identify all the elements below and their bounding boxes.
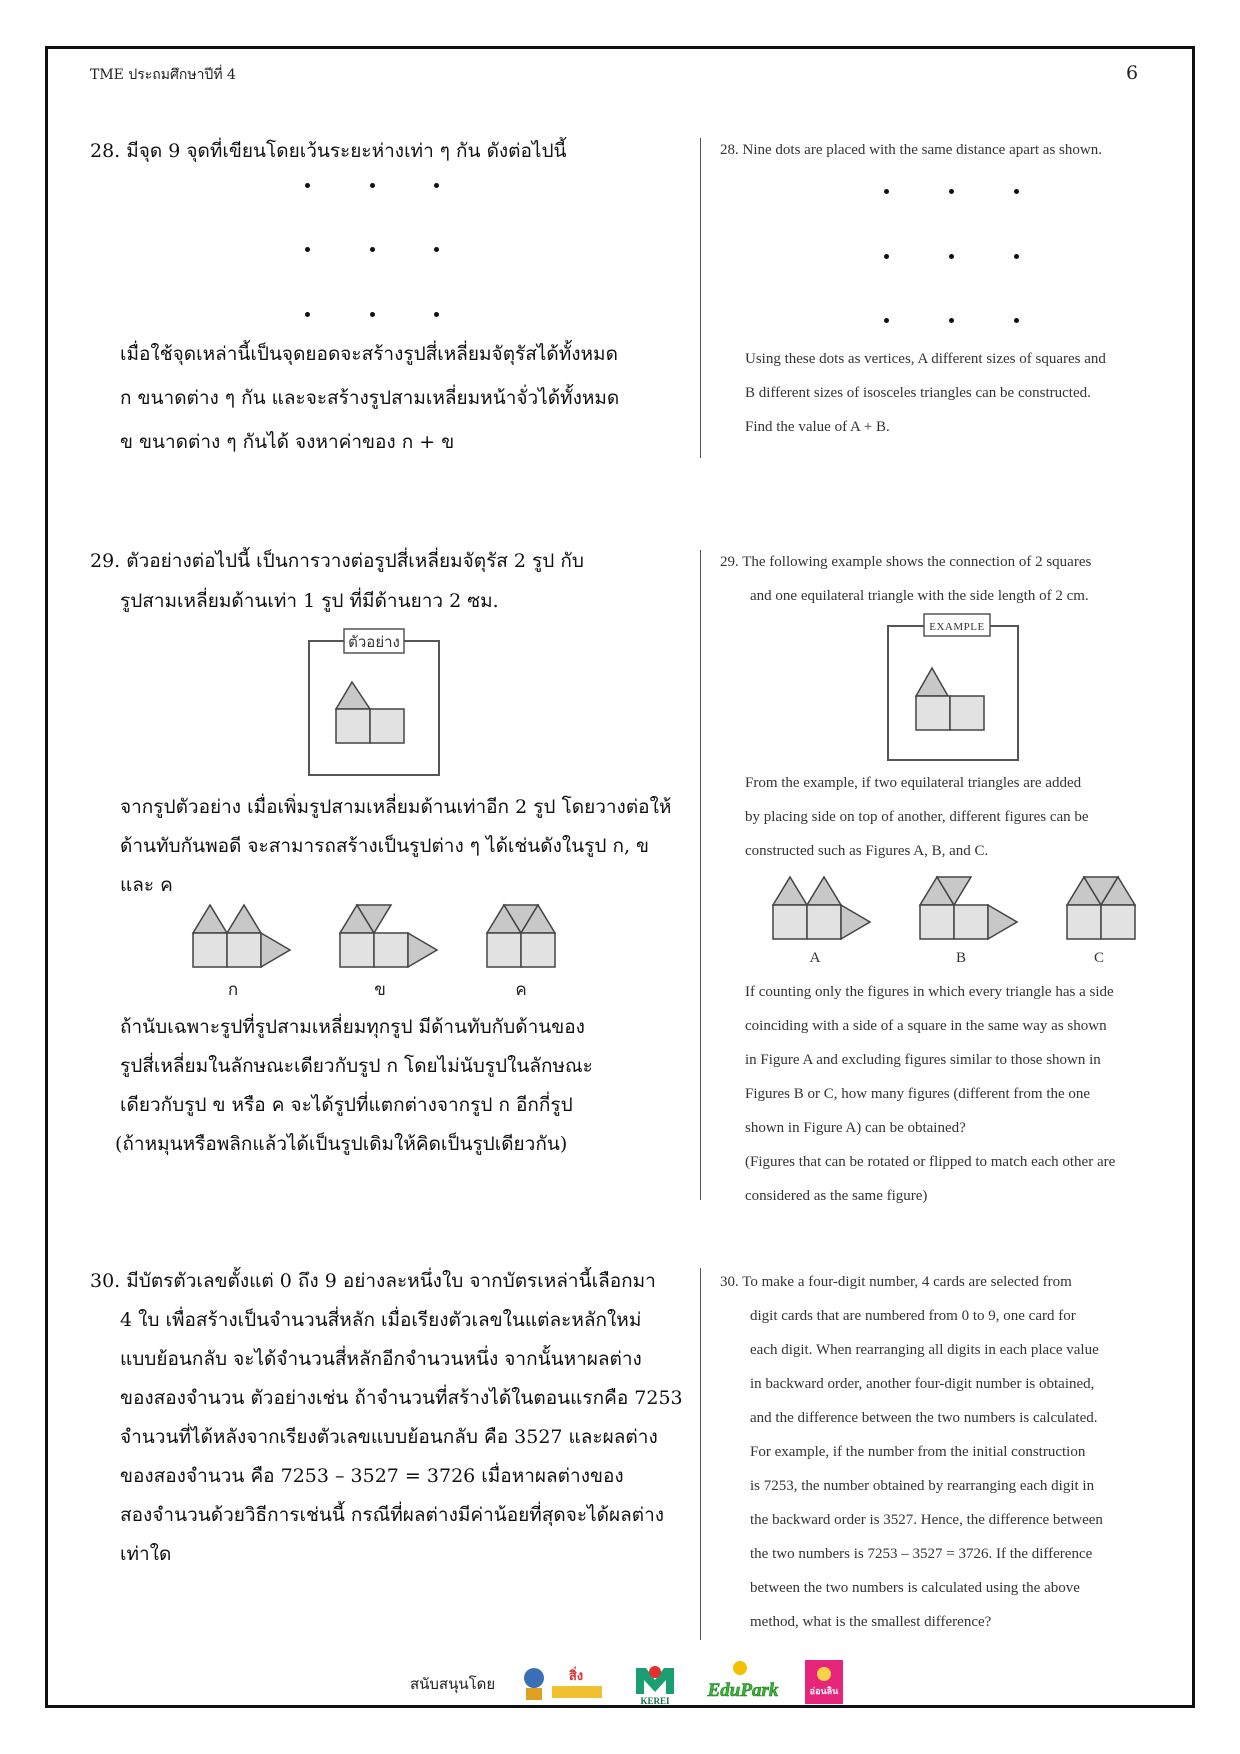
q29-th-line-6: ถ้านับเฉพาะรูปที่รูปสามเหลี่ยมทุกรูป มีด้านทับกับด้านของ [120, 1016, 585, 1038]
svg-text:EduPark: EduPark [707, 1680, 779, 1701]
column-divider [700, 1268, 701, 1640]
dot [949, 318, 954, 323]
q30-en-line-6: For example, if the number from the initial construction [750, 1444, 1086, 1460]
kerei-logo [632, 1660, 678, 1706]
q29-th-line-1: 29. ตัวอย่างต่อไปนี้ เป็นการวางต่อรูปสี่เหลี่ยมจัตุรัส 2 รูป กับ [90, 550, 584, 572]
edupark-logo [700, 1658, 786, 1704]
q30-th-line-8: เท่าใด [120, 1543, 172, 1565]
figure-ko [193, 905, 290, 967]
page-number: 6 [1126, 62, 1139, 84]
q30-en-line-2: digit cards that are numbered from 0 to 9, one card for [750, 1308, 1076, 1324]
dot [370, 247, 375, 252]
q29-en-line-9: Figures B or C, how many figures (different from the one [745, 1086, 1091, 1102]
figure-c [1067, 877, 1135, 939]
q28-th-line-3: ก ขนาดต่าง ๆ กัน และจะสร้างรูปสามเหลี่ยมหน้าจั่วได้ทั้งหมด [120, 387, 620, 409]
q29-en-line-12: considered as the same figure) [745, 1188, 928, 1204]
dot [370, 312, 375, 317]
dot [1014, 318, 1019, 323]
figure-label-b: B [955, 950, 967, 966]
q30-en-line-1: 30. To make a four-digit number, 4 cards are selected from [720, 1274, 1072, 1290]
q29-en-line-10: shown in Figure A) can be obtained? [745, 1120, 966, 1136]
figure-kho-khwai [487, 905, 555, 967]
q29-en-line-5: constructed such as Figures A, B, and C. [745, 843, 989, 859]
q30-en-line-5: and the difference between the two numbers is calculated. [750, 1410, 1098, 1426]
q28-th-line-4: ข ขนาดต่าง ๆ กันได้ จงหาค่าของ ก + ข [120, 431, 455, 453]
q29-en-line-7: coinciding with a side of a square in the same way as shown [745, 1018, 1107, 1034]
dot [434, 183, 439, 188]
header-title: TME ประถมศึกษาปีที่ 4 [90, 67, 236, 83]
q29-en-line-1: 29. The following example shows the connection of 2 squares [720, 554, 1092, 570]
q30-en-line-10: between the two numbers is calculated using the above [750, 1580, 1080, 1596]
dot [305, 183, 310, 188]
q30-en-line-9: the two numbers is 7253 – 3527 = 3726. If the difference [750, 1546, 1093, 1562]
q29-th-line-8: เดียวกับรูป ข หรือ ค จะได้รูปที่แตกต่างจากรูป ก อีกกี่รูป [120, 1094, 573, 1116]
dot [949, 189, 954, 194]
figure-label-c: C [1093, 950, 1105, 966]
q29-th-line-5: และ ค [120, 874, 173, 896]
q30-en-line-3: each digit. When rearranging all digits in each place value [750, 1342, 1099, 1358]
q29-th-example-label: ตัวอย่าง [348, 635, 400, 651]
dot [305, 247, 310, 252]
dot [1014, 254, 1019, 259]
q29-en-line-8: in Figure A and excluding figures similar to those shown in [745, 1052, 1101, 1068]
dot [1014, 189, 1019, 194]
q28-th-line-2: เมื่อใช้จุดเหล่านี้เป็นจุดยอดจะสร้างรูปสี่เหลี่ยมจัตุรัสได้ทั้งหมด [120, 343, 618, 365]
figure-a [773, 877, 870, 939]
dot [884, 254, 889, 259]
dot [305, 312, 310, 317]
figure-label-a: A [809, 950, 821, 966]
dot [370, 183, 375, 188]
q30-th-line-6: ของสองจำนวน คือ 7253 – 3527 = 3726 เมื่อหาผลต่างของ [120, 1465, 624, 1487]
dot [949, 254, 954, 259]
sponsor-logo [805, 1660, 843, 1704]
q29-en-example-label: EXAMPLE [929, 621, 985, 633]
q30-en-line-11: method, what is the smallest difference? [750, 1614, 992, 1630]
figure-label-kho: ข [374, 980, 386, 999]
svg-text:KEREI: KEREI [640, 1696, 670, 1706]
dot [884, 189, 889, 194]
column-divider [700, 550, 701, 1200]
q29-en-figures [770, 872, 1150, 972]
q29-th-example-figure [300, 625, 450, 780]
q30-en-line-7: is 7253, the number obtained by rearranging each digit in [750, 1478, 1095, 1494]
q28-en-line-2: Using these dots as vertices, A different sizes of squares and [745, 351, 1106, 367]
dot [434, 312, 439, 317]
q30-th-line-1: 30. มีบัตรตัวเลขตั้งแต่ 0 ถึง 9 อย่างละหนึ่งใบ จากบัตรเหล่านี้เลือกมา [90, 1270, 656, 1292]
figure-label-ko: ก [227, 980, 239, 999]
q29-th-line-4: ด้านทับกันพอดี จะสามารถสร้างเป็นรูปต่าง ๆ ได้เช่นดังในรูป ก, ข [120, 835, 650, 857]
q29-en-line-4: by placing side on top of another, different figures can be [745, 809, 1089, 825]
sponsor-label: สนับสนุนโดย [410, 1675, 496, 1693]
q29-th-line-9: (ถ้าหมุนหรือพลิกแล้วได้เป็นรูปเดิมให้คิดเป็นรูปเดียวกัน) [115, 1133, 568, 1155]
q29-en-line-11: (Figures that can be rotated or flipped to match each other are [745, 1154, 1116, 1170]
column-divider [700, 138, 701, 458]
q30-th-line-2: 4 ใบ เพื่อสร้างเป็นจำนวนสี่หลัก เมื่อเรียงตัวเลขในแต่ละหลักใหม่ [120, 1309, 642, 1331]
q29-en-line-2: and one equilateral triangle with the side length of 2 cm. [750, 588, 1089, 604]
q30-th-line-5: จำนวนที่ได้หลังจากเรียงตัวเลขแบบย้อนกลับ คือ 3527 และผลต่าง [120, 1426, 658, 1448]
dot [434, 247, 439, 252]
dot [884, 318, 889, 323]
q29-th-figures [190, 900, 570, 1010]
q29-en-line-6: If counting only the figures in which every triangle has a side [745, 984, 1114, 1000]
svg-text:สิ่ง: สิ่ง [568, 1668, 584, 1683]
q29-th-line-3: จากรูปตัวอย่าง เมื่อเพิ่มรูปสามเหลี่ยมด้านเท่าอีก 2 รูป โดยวางต่อให้ [120, 796, 672, 818]
figure-kho [340, 905, 437, 967]
q28-en-line-3: B different sizes of isosceles triangles can be constructed. [745, 385, 1091, 401]
q30-th-line-7: สองจำนวนด้วยวิธีการเช่นนี้ กรณีที่ผลต่างมีค่าน้อยที่สุดจะได้ผลต่าง [120, 1504, 665, 1526]
q28-en-line-1: 28. Nine dots are placed with the same distance apart as shown. [720, 142, 1102, 158]
q30-th-line-3: แบบย้อนกลับ จะได้จำนวนสี่หลักอีกจำนวนหนึ่ง จากนั้นหาผลต่าง [120, 1348, 642, 1370]
svg-text:อ่อนลิน: อ่อนลิน [809, 1686, 839, 1696]
q30-th-line-4: ของสองจำนวน ตัวอย่างเช่น ถ้าจำนวนที่สร้างได้ในตอนแรกคือ 7253 [120, 1387, 683, 1409]
q29-th-line-7: รูปสี่เหลี่ยมในลักษณะเดียวกับรูป ก โดยไม่นับรูปในลักษณะ [120, 1055, 593, 1077]
figure-b [920, 877, 1017, 939]
figure-label-kho-khwai: ค [515, 980, 527, 999]
q29-en-line-3: From the example, if two equilateral triangles are added [745, 775, 1082, 791]
q29-en-example-figure [880, 610, 1030, 770]
q28-en-line-4: Find the value of A + B. [745, 419, 890, 435]
q29-th-line-2: รูปสามเหลี่ยมด้านเท่า 1 รูป ที่มีด้านยาว 2 ซม. [120, 590, 499, 612]
q30-en-line-8: the backward order is 3527. Hence, the difference between [750, 1512, 1103, 1528]
q30-en-line-4: in backward order, another four-digit number is obtained, [750, 1376, 1095, 1392]
sponsor-mascot-logo [518, 1660, 608, 1704]
q28-th-line-1: 28. มีจุด 9 จุดที่เขียนโดยเว้นระยะห่างเท่า ๆ กัน ดังต่อไปนี้ [90, 140, 567, 162]
